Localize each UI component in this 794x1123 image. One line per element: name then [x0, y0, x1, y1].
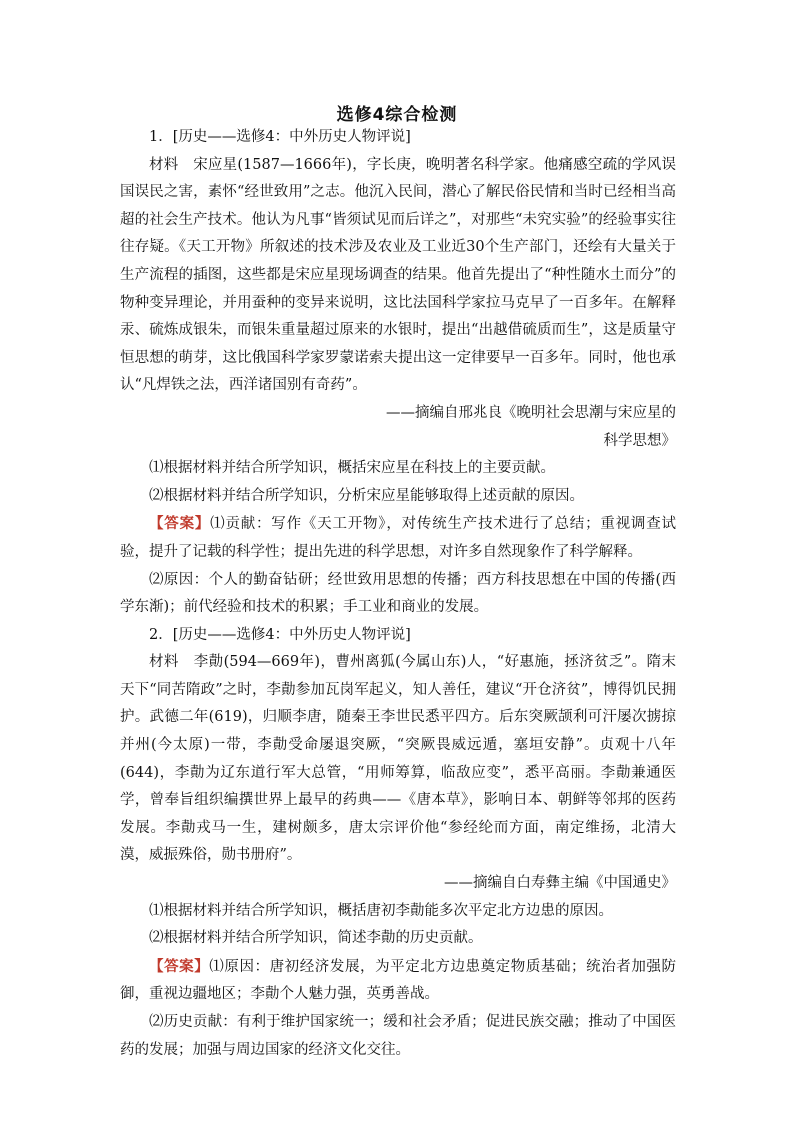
- question-1-heading: 1．[历史——选修4：中外历史人物评说]: [149, 129, 411, 145]
- question-1-answer-2: ⑵原因：个人的勤奋钻研；经世致用思想的传播；西方科技思想在中国的传播(西学东渐)；前代经验和技术的积累；手工业和商业的发展。: [120, 571, 676, 616]
- question-1-answer-1: [120, 510, 676, 566]
- material-text: 李勣(594—669年)，曹州离狐(今属山东)人，“好惠施，拯济贫乏”。隋末天下“同苦隋政”之时，李勣参加瓦岗军起义，知人善任，建议“开仓济贫”，博得饥民拥护。武德二年(619)，归顺李唐，随秦王李世民悉平四方。后东突厥颉利可汗屡次掳掠并州(今太原)一带，李勣受命屡退突厥，“突厥畏威远遁，塞垣安静”。贞观十八年(644)，李勣为辽东道行军大总管，“用师筹算，临敌应变”，悉平高丽。李勣兼通医学，曾奉旨组织编撰世界上最早的药典——《唐本草》，影响日本、朝鲜等邻邦的医药发展。李勣戎马一生，建树颇多，唐太宗评价他“参经纶而方面，南定维扬，北清大漠，威振殊俗，勋书册府”。: [120, 654, 677, 864]
- answer-text: ⑴原因：唐初经济发展，为平定北方边患奠定物质基础；统治者加强防御，重视边疆地区；李勣个人魅力强，英勇善战。: [120, 958, 676, 1003]
- question-1-subquestion-2: ⑵根据材料并结合所学知识，分析宋应星能够取得上述贡献的原因。: [149, 487, 584, 504]
- question-1-source-line-1: ——摘编自邢兆良《晚明社会思潮与宋应星的: [386, 404, 676, 421]
- answer-tag: 【答案】: [149, 515, 211, 533]
- material-text: 宋应星(1587—1666年)，字长庚，晚明著名科学家。他痛感空疏的学风误国误民之害，素怀“经世致用”之志。他沉入民间，潜心了解民俗民情和当时已经相当高超的社会生产技术。他认为凡事“皆须试见而后详之”，对那些“未究实验”的经验事实往往存疑。《天工开物》所叙述的技术涉及农业及工业近30个生产部门，还绘有大量关于生产流程的插图，这些都是宋应星现场调查的结果。他首先提出了“种性随水土而分”的物种变异理论，并用蚕种的变异来说明，这比法国科学家拉马克早了一百多年。在解释汞、硫炼成银朱，而银朱重量超过原来的水银时，提出“出越借硫质而生”，这是质量守恒思想的萌芽，这比俄国科学家罗蒙诺索夫提出这一定律要早一百多年。同时，他也承认“凡焊铁之法，西洋诸国别有奇药”。: [120, 156, 676, 394]
- question-1-material: [120, 152, 676, 400]
- answer-tag: 【答案】: [149, 957, 210, 975]
- question-1-source-line-2: 科学思想》: [603, 432, 676, 449]
- page-title: 选修4综合检测: [336, 105, 458, 125]
- question-2-subquestion-2: ⑵根据材料并结合所学知识，简述李勣的历史贡献。: [149, 930, 483, 947]
- question-2-material: [120, 649, 676, 870]
- question-2-subquestion-1: ⑴根据材料并结合所学知识，概括唐初李勣能多次平定北方边患的原因。: [149, 902, 613, 919]
- material-label: 材料: [149, 654, 179, 671]
- question-2-heading: 2．[历史——选修4：中外历史人物评说]: [149, 626, 411, 643]
- question-2-answer-2: ⑵历史贡献：有利于维护国家统一；缓和社会矛盾；促进民族交融；推动了中国医药的发展；加强与周边国家的经济文化交往。: [120, 1014, 676, 1058]
- question-2-source: ——摘编自白寿彝主编《中国通史》: [444, 875, 676, 892]
- question-2-answer-1: [120, 953, 676, 1009]
- document-body: [120, 124, 676, 1064]
- question-1-subquestion-1: ⑴根据材料并结合所学知识，概括宋应星在科技上的主要贡献。: [149, 460, 555, 477]
- material-label: 材料: [149, 156, 179, 173]
- answer-text: ⑴贡献：写作《天工开物》，对传统生产技术进行了总结；重视调查试验，提升了记载的科学性；提出先进的科学思想，对许多自然现象作了科学解释。: [120, 516, 677, 560]
